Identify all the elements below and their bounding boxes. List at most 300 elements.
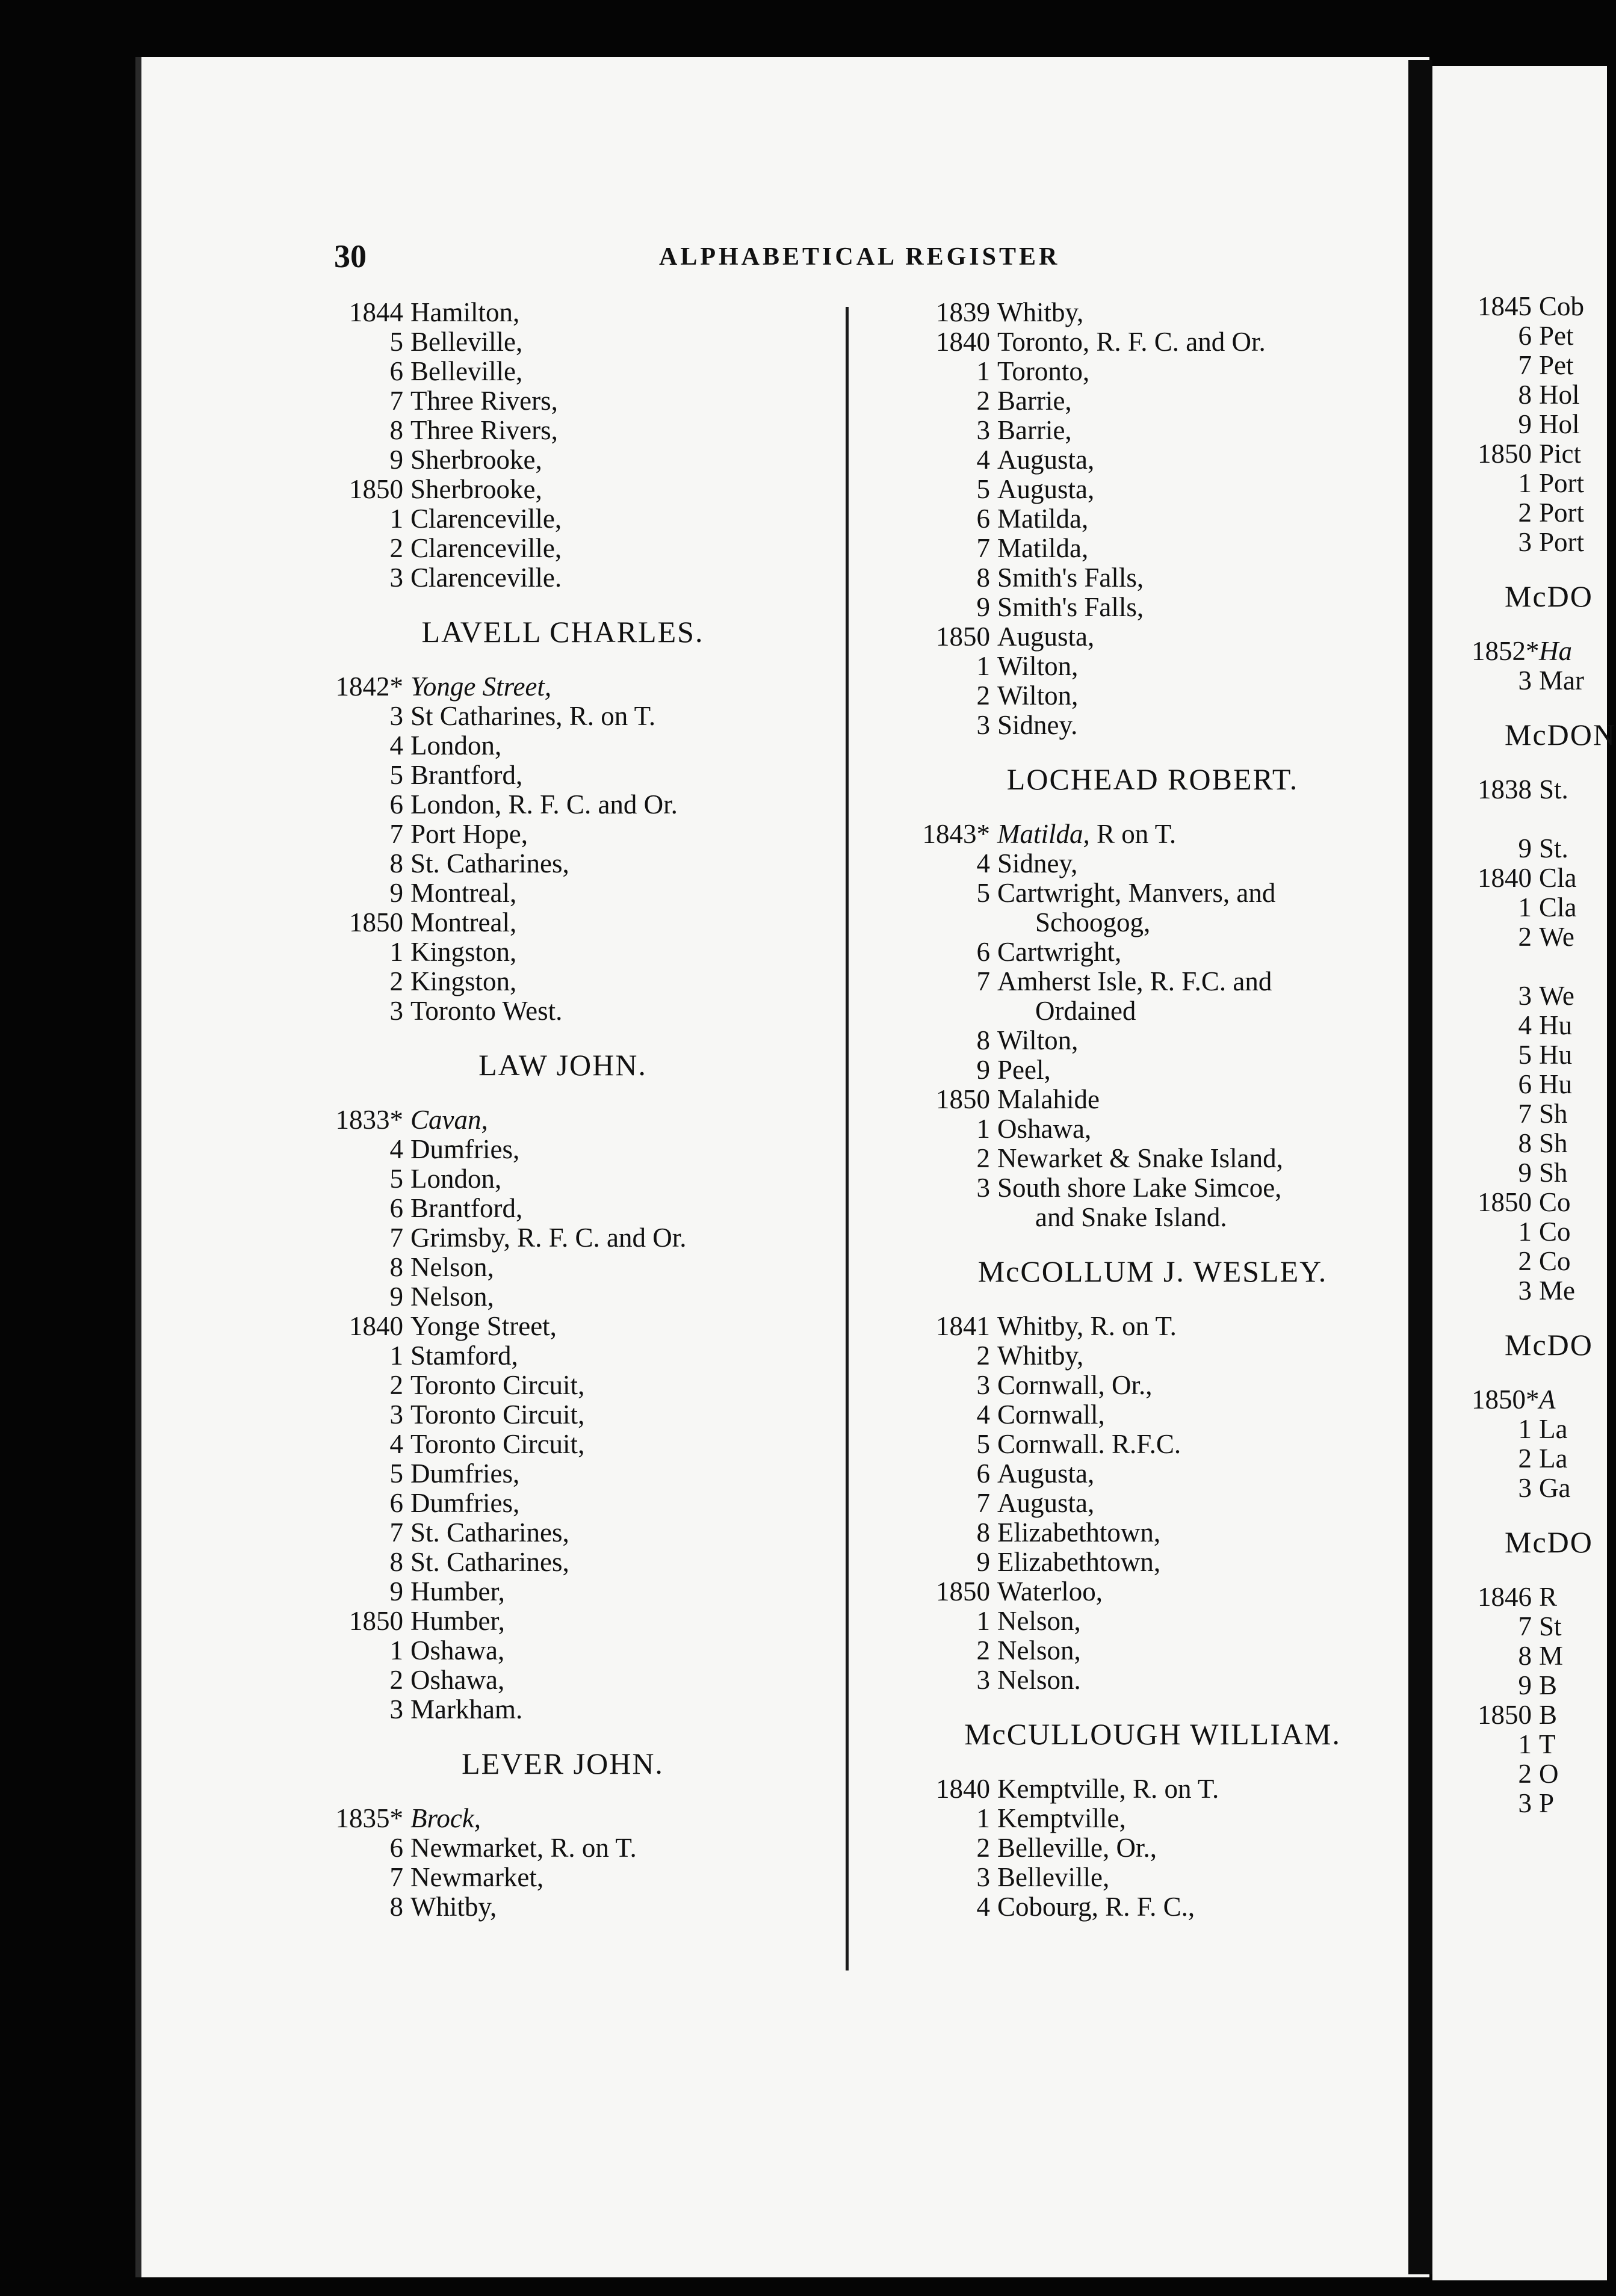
entry-year: 7 <box>976 966 990 996</box>
entry-year: 3 <box>1518 1788 1532 1818</box>
entry-year: 8 <box>976 563 990 593</box>
entry-place: Sidney. <box>997 710 1078 740</box>
register-entry <box>921 1055 1384 1085</box>
entry-year: 1850 <box>1478 439 1532 469</box>
entry-place: A <box>1539 1384 1556 1415</box>
entry-place: St. <box>1539 774 1568 804</box>
entry-place: Mar <box>1539 665 1584 696</box>
entry-place: St. Catharines, <box>410 848 569 878</box>
entry-year: 1840 <box>936 327 990 357</box>
register-entry <box>921 1085 1384 1114</box>
register-entry <box>921 711 1384 740</box>
register-entry <box>1472 1099 1604 1129</box>
entry-place: Dumfries, <box>410 1488 520 1518</box>
entry-place: Hamilton, <box>410 297 520 327</box>
entry-year: 3 <box>1518 981 1532 1011</box>
entry-year: 3 <box>389 996 403 1026</box>
register-entry <box>1472 1671 1604 1700</box>
column-rule <box>846 307 849 1970</box>
register-entry <box>1472 1247 1604 1276</box>
entry-year: 7 <box>389 1517 403 1548</box>
entry-year: 2 <box>389 533 403 563</box>
entry-year: 1835* <box>335 1803 403 1833</box>
entry-place: Stamford, <box>410 1341 518 1371</box>
entry-place: Newarket & Snake Island, <box>997 1143 1283 1173</box>
register-entry <box>334 878 791 908</box>
register-entry <box>1472 292 1604 321</box>
entry-year: 4 <box>389 730 403 761</box>
register-entry <box>334 1577 791 1606</box>
entry-place: Augusta, <box>997 622 1095 652</box>
entry-year: 1841 <box>936 1311 990 1341</box>
register-entry <box>1472 666 1604 696</box>
entry-place: Toronto, <box>997 356 1090 386</box>
entry-place: Brantford, <box>410 1193 523 1223</box>
register-entry <box>334 1548 791 1577</box>
minister-name-heading: McCOLLUM J. WESLEY. <box>977 1254 1328 1288</box>
entry-year: 1850 <box>936 1084 990 1114</box>
entry-place: Belleville, Or., <box>997 1833 1157 1863</box>
entry-year: 1 <box>1518 1414 1532 1444</box>
entry-year: 2 <box>1518 498 1532 528</box>
entry-year: 1 <box>976 356 990 386</box>
entry-place: Matilda, <box>997 819 1090 849</box>
register-entry <box>1472 1217 1604 1247</box>
minister-name-heading: LAVELL CHARLES. <box>421 615 704 649</box>
entry-place: Pet <box>1539 321 1574 351</box>
register-entry <box>1472 1474 1604 1503</box>
entry-year: 1 <box>1518 468 1532 498</box>
entry-place: Cavan, <box>410 1105 488 1135</box>
entry-place: B <box>1539 1700 1558 1730</box>
blank-line <box>1472 804 1604 834</box>
entry-place: P <box>1539 1788 1555 1818</box>
register-entry <box>921 386 1384 416</box>
entry-year: 3 <box>976 1665 990 1695</box>
entry-year: 1833* <box>335 1105 403 1135</box>
entry-year: 1840 <box>936 1774 990 1804</box>
register-entry <box>1472 1129 1604 1158</box>
minister-name-heading: McDON <box>1505 718 1616 751</box>
entry-year: 6 <box>389 789 403 819</box>
entry-place: Nelson, <box>410 1252 494 1282</box>
entry-year: 6 <box>976 1458 990 1489</box>
register-entry <box>1472 1070 1604 1099</box>
entry-year: 1838 <box>1478 774 1532 804</box>
running-title: ALPHABETICAL REGISTER <box>659 243 1060 271</box>
book-gutter <box>1408 60 1432 2274</box>
entry-place: Ga <box>1539 1473 1571 1503</box>
entry-year: 6 <box>389 356 403 386</box>
entry-year: 5 <box>976 1429 990 1459</box>
register-entry <box>1472 1641 1604 1671</box>
register-entry <box>334 386 791 416</box>
register-entry <box>1472 1759 1604 1789</box>
register-entry <box>1472 1415 1604 1444</box>
entry-place: Kemptville, R. on T. <box>997 1774 1219 1804</box>
entry-place: Whitby, <box>997 297 1084 327</box>
entry-place: Elizabethtown, <box>997 1547 1161 1577</box>
entry-year: 9 <box>1518 1158 1532 1188</box>
entry-year: 3 <box>976 1370 990 1400</box>
entry-place: Humber, <box>410 1576 505 1606</box>
entry-year: 7 <box>1518 1611 1532 1641</box>
register-entry <box>1472 1789 1604 1818</box>
entry-place: Waterloo, <box>997 1576 1103 1606</box>
entry-place: Sh <box>1539 1099 1568 1129</box>
register-entry <box>334 1863 791 1892</box>
entry-place: Newmarket, <box>410 1862 544 1892</box>
register-entry <box>334 298 791 327</box>
entry-year: 3 <box>976 1173 990 1203</box>
register-entry <box>1472 410 1604 439</box>
entry-place: St <box>1539 1611 1562 1641</box>
register-column-1 <box>334 298 791 1922</box>
entry-year: 2 <box>976 1143 990 1173</box>
register-entry <box>334 475 791 504</box>
entry-place: Nelson. <box>997 1665 1081 1695</box>
entry-place: Peel, <box>997 1055 1051 1085</box>
entry-year: 9 <box>1518 409 1532 439</box>
entry-place: Augusta, <box>997 1458 1095 1489</box>
entry-place: We <box>1539 981 1574 1011</box>
entry-year: 4 <box>389 1429 403 1459</box>
entry-place: Oshawa, <box>997 1114 1092 1144</box>
register-entry <box>334 1312 791 1341</box>
entry-year: 1844 <box>349 297 403 327</box>
entry-place: Oshawa, <box>410 1665 505 1695</box>
entry-year: 1 <box>1518 1729 1532 1759</box>
entry-year: 1 <box>976 651 990 681</box>
register-entry <box>921 1459 1384 1489</box>
entry-year: 6 <box>1518 321 1532 351</box>
register-entry <box>1472 469 1604 498</box>
entry-year: 4 <box>976 1892 990 1922</box>
register-entry <box>334 534 791 563</box>
entry-year: 9 <box>389 1576 403 1606</box>
entry-place: Cob <box>1539 291 1585 321</box>
entry-place: Oshawa, <box>410 1635 505 1665</box>
register-entry <box>921 1144 1384 1173</box>
register-entry <box>921 681 1384 711</box>
register-entry <box>334 996 791 1026</box>
register-entry <box>921 416 1384 445</box>
entry-year: 9 <box>976 1547 990 1577</box>
entry-year: 8 <box>976 1517 990 1548</box>
register-entry <box>334 357 791 386</box>
entry-place: Hol <box>1539 380 1580 410</box>
entry-place: Toronto, R. F. C. and Or. <box>997 327 1266 357</box>
register-entry <box>1472 1612 1604 1641</box>
entry-year: 1 <box>976 1803 990 1833</box>
entry-year: 7 <box>389 1862 403 1892</box>
entry-year: 2 <box>976 680 990 711</box>
entry-place: M <box>1539 1641 1564 1671</box>
register-entry <box>921 593 1384 622</box>
entry-year: 4 <box>976 848 990 878</box>
entry-place: Smith's Falls, <box>997 592 1144 622</box>
register-entry <box>1472 1040 1604 1070</box>
entry-place: Sh <box>1539 1158 1568 1188</box>
entry-year: 9 <box>389 878 403 908</box>
register-entry <box>921 1173 1384 1203</box>
register-entry <box>334 731 791 761</box>
register-entry <box>334 1636 791 1665</box>
entry-place: Toronto West. <box>410 996 563 1026</box>
entry-year: 6 <box>976 937 990 967</box>
register-entry <box>921 937 1384 967</box>
entry-place: St. Catharines, <box>410 1517 569 1548</box>
entry-place: Cornwall, Or., <box>997 1370 1153 1400</box>
register-entry <box>334 1253 791 1282</box>
entry-place: Nelson, <box>997 1606 1081 1636</box>
register-entry <box>921 1804 1384 1833</box>
entry-year: 3 <box>1518 527 1532 557</box>
entry-year: 1840 <box>349 1311 403 1341</box>
register-entry <box>334 1371 791 1400</box>
entry-place: Amherst Isle, R. F.C. and <box>997 966 1272 996</box>
entry-continuation: Ordained <box>1035 996 1136 1026</box>
entry-place: Montreal, <box>410 907 517 937</box>
entry-year: 3 <box>976 1862 990 1892</box>
entry-place: Cornwall, <box>997 1400 1105 1430</box>
register-entry <box>334 1135 791 1164</box>
entry-place: Port <box>1539 468 1585 498</box>
minister-name-heading: McDO <box>1505 579 1593 613</box>
entry-year: 1850 <box>1478 1187 1532 1217</box>
entry-year: 3 <box>389 1694 403 1724</box>
register-entry <box>334 790 791 819</box>
entry-year: 4 <box>976 1400 990 1430</box>
entry-place: London, R. F. C. and Or. <box>410 789 678 819</box>
entry-year: 6 <box>1518 1069 1532 1099</box>
register-entry <box>921 1489 1384 1518</box>
entry-year: 6 <box>389 1193 403 1223</box>
entry-year: 8 <box>1518 1128 1532 1158</box>
register-entry <box>921 1371 1384 1400</box>
entry-place: Montreal, <box>410 878 517 908</box>
register-entry <box>1472 893 1604 922</box>
register-entry <box>921 1863 1384 1892</box>
register-entry <box>921 1636 1384 1665</box>
entry-year: 8 <box>389 415 403 445</box>
entry-year: 6 <box>976 504 990 534</box>
entry-year: 3 <box>976 415 990 445</box>
entry-place: Hol <box>1539 409 1580 439</box>
entry-place: Wilton, <box>997 1025 1079 1055</box>
entry-year: 3 <box>976 710 990 740</box>
entry-place: Brock, <box>410 1803 481 1833</box>
entry-year: 2 <box>1518 1443 1532 1474</box>
entry-place: Nelson, <box>410 1282 494 1312</box>
register-entry <box>921 1114 1384 1144</box>
entry-place: Me <box>1539 1276 1575 1306</box>
entry-place: Cartwright, <box>997 937 1122 967</box>
entry-place: Malahide <box>997 1084 1100 1114</box>
entry-year: 1 <box>389 1341 403 1371</box>
register-entry <box>921 504 1384 534</box>
entry-place: Port <box>1539 498 1585 528</box>
entry-year: 7 <box>389 819 403 849</box>
entry-place: Smith's Falls, <box>997 563 1144 593</box>
register-entry <box>1472 1582 1604 1612</box>
register-entry <box>921 622 1384 652</box>
entry-place: Clarenceville, <box>410 504 562 534</box>
entry-year: 2 <box>976 386 990 416</box>
entry-place: Toronto Circuit, <box>410 1370 585 1400</box>
entry-place: Pet <box>1539 350 1574 380</box>
minister-name-heading: McDO <box>1505 1525 1593 1559</box>
register-entry <box>921 878 1384 908</box>
register-entry <box>1472 1158 1604 1188</box>
register-entry <box>334 967 791 996</box>
entry-place: Grimsby, R. F. C. and Or. <box>410 1223 687 1253</box>
minister-name-heading: LAW JOHN. <box>478 1048 647 1082</box>
register-entry <box>921 298 1384 327</box>
entry-place: Barrie, <box>997 415 1072 445</box>
entry-year: 1850 <box>349 474 403 504</box>
entry-place: Belleville, <box>410 327 523 357</box>
entry-place: Brantford, <box>410 760 523 790</box>
register-entry <box>1472 981 1604 1011</box>
register-entry <box>921 1665 1384 1695</box>
entry-place: Three Rivers, <box>410 386 558 416</box>
register-entry <box>1472 1276 1604 1306</box>
register-entry <box>921 819 1384 849</box>
entry-place: Sherbrooke, <box>410 474 542 504</box>
entry-year: 1 <box>389 937 403 967</box>
register-entry <box>334 761 791 790</box>
register-entry <box>334 1430 791 1459</box>
page-header <box>334 238 1080 274</box>
entry-place: Co <box>1539 1187 1571 1217</box>
entry-place: Newmarket, R. on T. <box>410 1833 637 1863</box>
entry-year: 8 <box>1518 1641 1532 1671</box>
entry-place: St. Catharines, <box>410 1547 569 1577</box>
entry-place: Cobourg, R. F. C., <box>997 1892 1195 1922</box>
entry-place: London, <box>410 1164 502 1194</box>
entry-year: 9 <box>976 592 990 622</box>
entry-place: Cla <box>1539 892 1577 922</box>
minister-name-heading: LEVER JOHN. <box>462 1747 664 1780</box>
entry-place: Whitby, R. on T. <box>997 1311 1177 1341</box>
entry-year: 1850 <box>936 622 990 652</box>
register-entry <box>334 1833 791 1863</box>
register-entry <box>334 1804 791 1833</box>
entry-year: 3 <box>1518 1276 1532 1306</box>
entry-year: 1 <box>1518 892 1532 922</box>
entry-place: Dumfries, <box>410 1458 520 1489</box>
register-column-3-partial <box>1472 291 1616 1818</box>
entry-year: 5 <box>389 760 403 790</box>
register-entry <box>921 327 1384 357</box>
register-entry <box>334 563 791 593</box>
register-entry <box>921 357 1384 386</box>
entry-place: R <box>1539 1582 1558 1612</box>
entry-year: 8 <box>389 1252 403 1282</box>
entry-place: Hu <box>1539 1040 1572 1070</box>
entry-year: 4 <box>389 1134 403 1164</box>
register-column-2 <box>921 298 1384 1922</box>
entry-place: O <box>1539 1759 1559 1789</box>
entry-year: 3 <box>389 1400 403 1430</box>
entry-place: Wilton, <box>997 651 1079 681</box>
register-entry <box>334 1341 791 1371</box>
register-entry <box>1472 863 1604 893</box>
entry-place: Elizabethtown, <box>997 1517 1161 1548</box>
register-entry <box>921 1577 1384 1606</box>
entry-year: 2 <box>1518 1246 1532 1276</box>
register-entry <box>921 445 1384 475</box>
entry-place: Markham. <box>410 1694 523 1724</box>
entry-place: Sh <box>1539 1128 1568 1158</box>
register-entry <box>334 1606 791 1636</box>
entry-place: Sidney, <box>997 848 1078 878</box>
entry-year: 5 <box>1518 1040 1532 1070</box>
entry-year: 1 <box>976 1114 990 1144</box>
minister-name-heading: LOCHEAD ROBERT. <box>1006 762 1299 796</box>
entry-place: South shore Lake Simcoe, <box>997 1173 1282 1203</box>
entry-place: Belleville, <box>410 356 523 386</box>
register-entry <box>1472 439 1604 469</box>
entry-place: Three Rivers, <box>410 415 558 445</box>
entry-year: 6 <box>389 1833 403 1863</box>
register-entry <box>921 1312 1384 1341</box>
register-entry <box>1472 351 1604 380</box>
register-entry <box>1472 528 1604 557</box>
register-entry <box>1472 498 1604 528</box>
entry-year: 1 <box>389 1635 403 1665</box>
entry-year: 5 <box>389 327 403 357</box>
entry-place: Whitby, <box>410 1892 497 1922</box>
register-entry <box>1472 1385 1604 1415</box>
register-entry <box>334 327 791 357</box>
register-entry <box>921 1892 1384 1922</box>
register-entry <box>921 1400 1384 1430</box>
entry-year: 9 <box>1518 1670 1532 1700</box>
entry-place: Whitby, <box>997 1341 1084 1371</box>
register-entry <box>334 416 791 445</box>
entry-year: 5 <box>389 1164 403 1194</box>
register-entry <box>1472 1730 1604 1759</box>
entry-place: Yonge Street, <box>410 671 552 702</box>
entry-year: 5 <box>976 878 990 908</box>
register-entry <box>1472 637 1604 666</box>
entry-year: 9 <box>389 1282 403 1312</box>
register-entry <box>334 1164 791 1194</box>
entry-year: 8 <box>389 1547 403 1577</box>
entry-year: 3 <box>389 563 403 593</box>
entry-place: Cartwright, Manvers, and <box>997 878 1276 908</box>
entry-year: 2 <box>976 1341 990 1371</box>
register-entry <box>1472 1011 1604 1040</box>
entry-year: 1842* <box>335 671 403 702</box>
entry-year: 5 <box>389 1458 403 1489</box>
register-entry <box>921 1341 1384 1371</box>
entry-place: B <box>1539 1670 1558 1700</box>
register-entry <box>334 1695 791 1724</box>
entry-year: 1846 <box>1478 1582 1532 1612</box>
entry-year: 1850 <box>936 1576 990 1606</box>
entry-year: 1850 <box>349 907 403 937</box>
entry-year: 1845 <box>1478 291 1532 321</box>
entry-place: Humber, <box>410 1606 505 1636</box>
entry-year: 1852* <box>1472 636 1540 666</box>
entry-place: Kingston, <box>410 966 517 996</box>
entry-year: 1 <box>389 504 403 534</box>
register-entry <box>334 819 791 849</box>
entry-year: 4 <box>976 445 990 475</box>
